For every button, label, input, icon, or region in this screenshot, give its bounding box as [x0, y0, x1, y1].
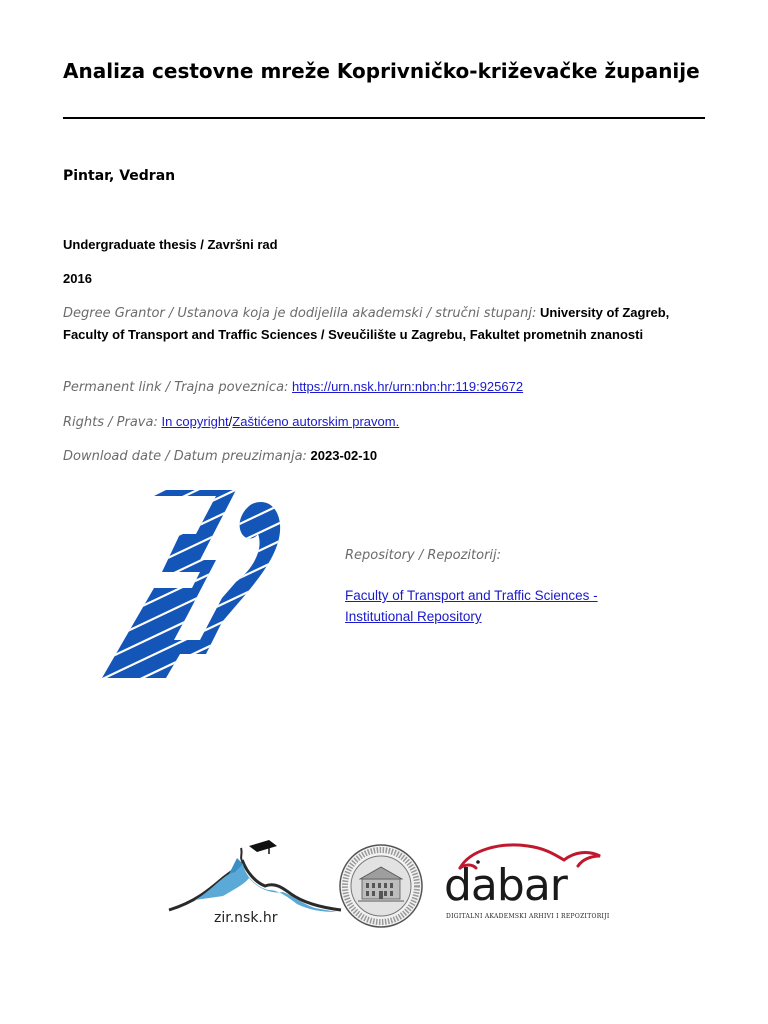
rights-label: Rights / Prava: [63, 415, 158, 430]
title-divider [63, 117, 705, 119]
document-title: Analiza cestovne mreže Koprivničko-križevačke županije [63, 59, 700, 83]
dabar-wordmark: dabar [444, 860, 567, 911]
repository-link-line2[interactable]: Institutional Repository [345, 609, 482, 624]
zir-logo-icon [165, 838, 345, 918]
rights-link-copyright[interactable]: In copyright [161, 414, 229, 429]
grantor-value: University of Zagreb, Faculty of Transport and Traffic Sciences / Sveučilište u Zagrebu, Fakultet prometnih znanosti [63, 305, 670, 342]
permalink-link[interactable]: https://urn.nsk.hr/urn:nbn:hr:119:925672 [292, 379, 524, 394]
thesis-type: Undergraduate thesis / Završni rad [63, 237, 278, 252]
repository-link-line1[interactable]: Faculty of Transport and Traffic Sciences - [345, 588, 598, 603]
download-date [63, 445, 703, 467]
download-value: 2023-02-10 [310, 448, 378, 463]
permalink-label: Permanent link / Trajna poveznica: [63, 380, 289, 395]
rights-link-protected[interactable]: Zaštićeno autorskim pravom. [232, 414, 400, 429]
author-name: Pintar, Vedran [63, 168, 176, 184]
repository-label: Repository / Repozitorij: [345, 548, 502, 563]
grantor-label: Degree Grantor / Ustanova koja je dodijelila akademski / stručni stupanj: [63, 306, 537, 321]
rights-separator: / [228, 414, 233, 429]
permanent-link [63, 376, 703, 398]
university-seal-icon [338, 843, 424, 929]
download-label: Download date / Datum preuzimanja: [63, 449, 307, 464]
rights [63, 411, 703, 433]
faculty-logo-icon [96, 490, 286, 682]
repository-link[interactable] [345, 585, 645, 627]
degree-grantor [63, 302, 703, 345]
zir-label: zir.nsk.hr [214, 910, 278, 926]
thesis-year: 2016 [63, 271, 92, 286]
dabar-subtitle: DIGITALNI AKADEMSKI ARHIVI I REPOZITORIJI [446, 913, 610, 920]
